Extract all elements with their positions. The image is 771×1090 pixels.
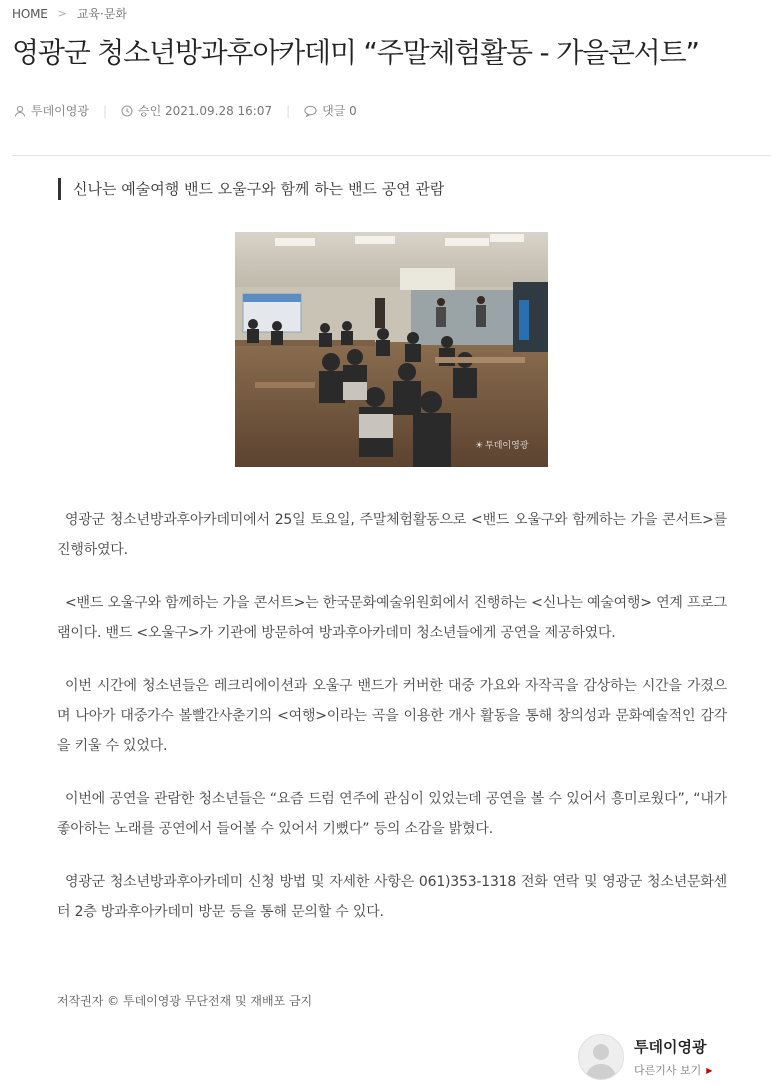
article-subtitle: 신나는 예술여행 밴드 오울구와 함께 하는 밴드 공연 관람 [58, 178, 444, 200]
approved-datetime: 승인 2021.09.28 16:07 [138, 104, 273, 118]
breadcrumb-category-link[interactable]: 교육·문화 [76, 7, 128, 21]
article-body [57, 505, 727, 950]
breadcrumb-home-link[interactable]: HOME [12, 6, 48, 21]
default-user-avatar-icon [579, 1035, 623, 1079]
breadcrumb [12, 5, 127, 22]
svg-text:☀: ☀ [475, 441, 484, 451]
copyright-notice: 저작권자 © 투데이영광 무단전재 및 재배포 금지 [57, 994, 313, 1008]
chevron-right-icon: > [57, 7, 67, 20]
meta-author [14, 102, 89, 119]
author-box-name[interactable]: 투데이영광 [634, 1038, 707, 1056]
other-articles-link[interactable] [634, 1062, 712, 1078]
comment-icon [304, 105, 317, 117]
comment-count[interactable]: 댓글 0 [322, 104, 357, 118]
meta-divider: | [286, 103, 291, 118]
article-title: 영광군 청소년방과후아카데미 “주말체험활동 - 가을콘서트” [12, 36, 699, 69]
header-divider [12, 155, 771, 156]
meta-approved [121, 102, 272, 119]
meta-divider: | [102, 103, 108, 118]
article-paragraph: 영광군 청소년방과후아카데미에서 25일 토요일, 주말체험활동으로 <밴드 오울구와 함께하는 가을 콘서트>를 진행하였다. [57, 512, 727, 558]
article-photo[interactable] [235, 232, 548, 467]
author-name[interactable]: 투데이영광 [31, 104, 89, 118]
triangle-right-icon: ▶ [706, 1065, 713, 1075]
article-paragraph: 이번에 공연을 관람한 청소년들은 “요즘 드럼 연주에 관심이 있었는데 공연을 볼 수 있어서 흥미로웠다”, “내가 좋아하는 노래를 공연에서 들어볼 수 있어서 기뻤다” 등의 소감을 밝혔다. [57, 791, 727, 837]
article-paragraph: 이번 시간에 청소년들은 레크리에이션과 오울구 밴드가 커버한 대중 가요와 자작곡을 감상하는 시간을 가졌으며 나아가 대중가수 볼빨간사춘기의 <여행>이라는 곡을 이용한 개사 활동을 통해 창의성과 문화예술적인 감각을 키울 수 있었다. [57, 678, 727, 754]
clock-icon [121, 105, 133, 117]
concert-photo-illustration [235, 232, 548, 467]
other-articles-label: 다른기사 보기 [634, 1064, 702, 1077]
article-meta [14, 102, 357, 119]
avatar[interactable] [578, 1034, 624, 1080]
article-paragraph: <밴드 오울구와 함께하는 가을 콘서트>는 한국문화예술위원회에서 진행하는 <신나는 예술여행> 연계 프로그램이다. 밴드 <오울구>가 기관에 방문하여 방과후아카데미 청소년들에게 공연을 제공하였다. [57, 595, 727, 641]
author-box [578, 1034, 712, 1080]
article-paragraph: 영광군 청소년방과후아카데미 신청 방법 및 자세한 사항은 061)353-1318 전화 연락 및 영광군 청소년문화센터 2층 방과후아카데미 방문 등을 통해 문의할 수 있다. [57, 874, 727, 920]
user-icon [14, 105, 26, 117]
meta-comments[interactable] [304, 102, 357, 119]
photo-watermark: 투데이영광 [485, 441, 529, 451]
